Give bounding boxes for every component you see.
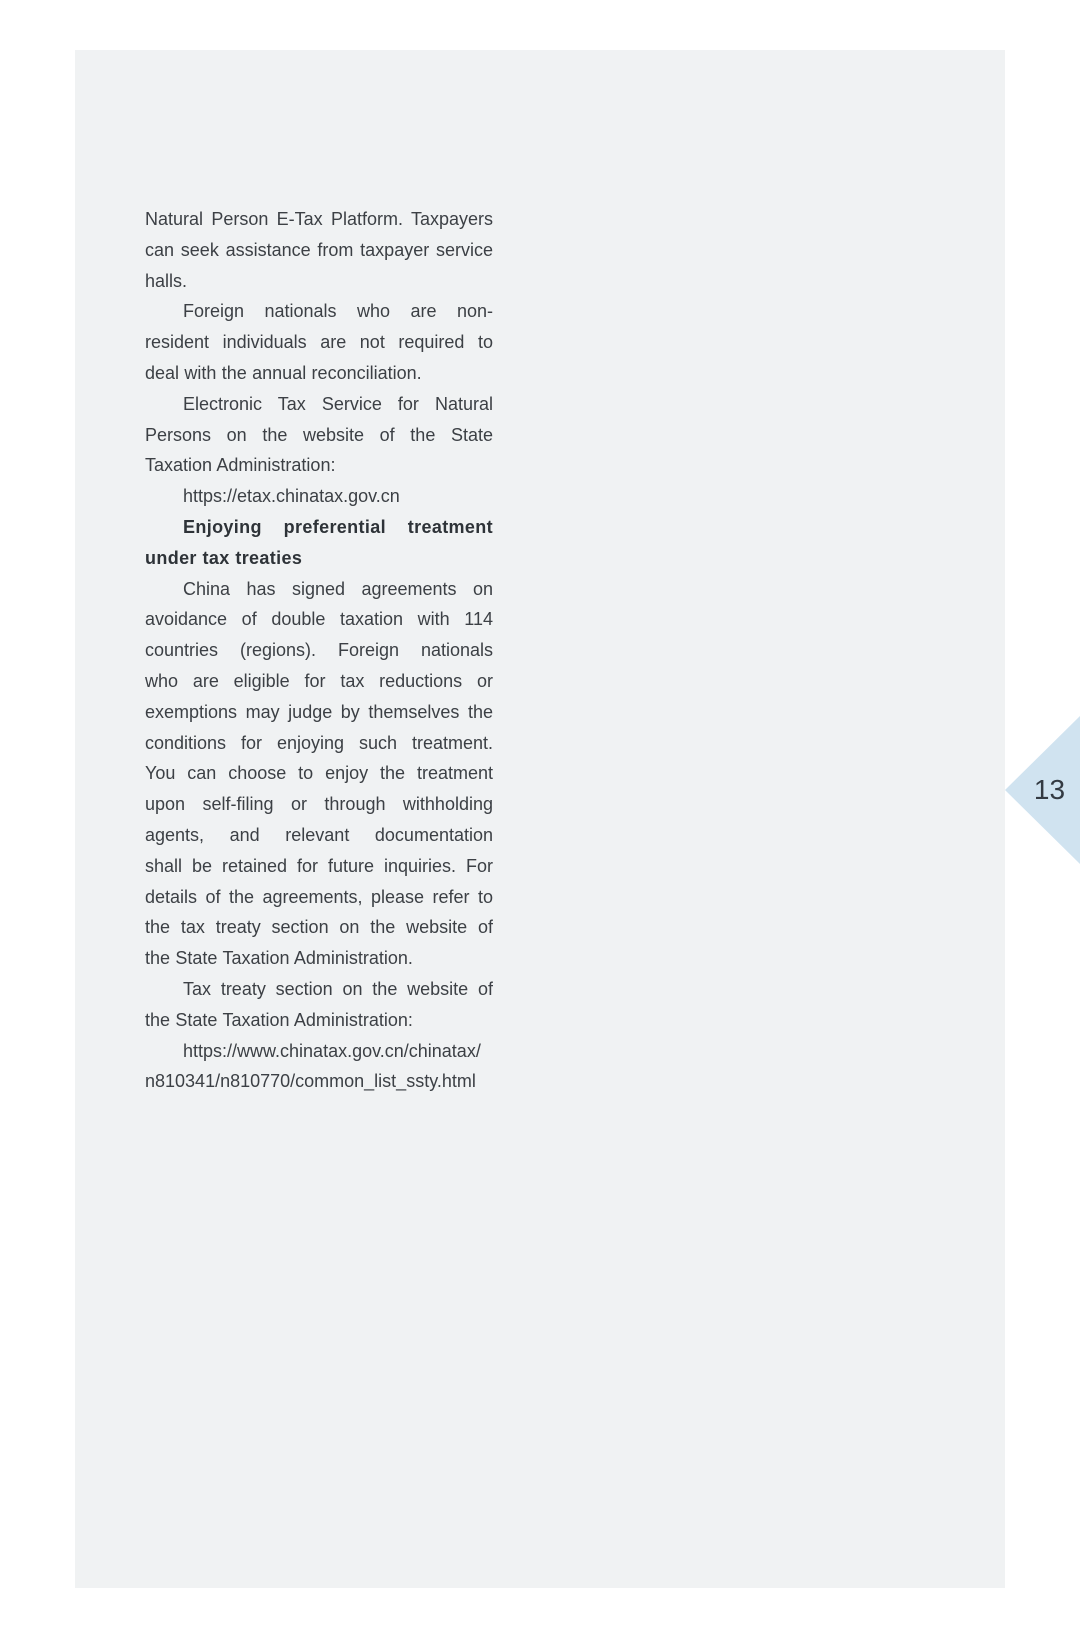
text-line: shall be retained for future inquiries. For bbox=[145, 855, 493, 876]
text-line: Natural Person E-Tax Platform. Taxpayers bbox=[145, 209, 493, 229]
text-line: details of the agreements, please refer to bbox=[145, 886, 493, 907]
text-line: Taxation Administration: bbox=[145, 455, 336, 476]
url-link[interactable]: https://etax.chinatax.gov.cn bbox=[183, 486, 400, 507]
document-page bbox=[75, 50, 1005, 1588]
text-line: resident individuals are not required to bbox=[145, 332, 493, 353]
page-number: 13 bbox=[1033, 774, 1066, 805]
url-link[interactable]: n810341/n810770/common_list_ssty.html bbox=[145, 1071, 476, 1092]
text-line: exemptions may judge by themselves the bbox=[145, 701, 493, 722]
text-line: conditions for enjoying such treatment. bbox=[145, 732, 493, 753]
text-line: who are eligible for tax reductions or bbox=[145, 670, 493, 691]
page-number-tab bbox=[1005, 716, 1080, 864]
text-line: agents, and relevant documentation bbox=[145, 824, 493, 845]
section-heading-line: Enjoying preferential treatment bbox=[183, 516, 493, 537]
text-line: halls. bbox=[145, 270, 188, 291]
text-line: avoidance of double taxation with 114 bbox=[145, 609, 493, 630]
text-line: Electronic Tax Service for Natural bbox=[183, 393, 493, 414]
text-line: China has signed agreements on bbox=[183, 578, 493, 599]
text-line: upon self-filing or through withholding bbox=[145, 794, 493, 815]
text-line: Tax treaty section on the website of bbox=[183, 978, 493, 999]
text-line: Foreign nationals who are non- bbox=[183, 301, 493, 322]
text-line: can seek assistance from taxpayer service bbox=[145, 239, 493, 260]
text-line: countries (regions). Foreign nationals bbox=[145, 640, 493, 661]
text-line: the State Taxation Administration: bbox=[145, 1009, 413, 1030]
body-text-column bbox=[145, 204, 493, 1097]
section-heading-line: under tax treaties bbox=[145, 547, 303, 568]
text-line: the State Taxation Administration. bbox=[145, 948, 413, 969]
url-link[interactable]: https://www.chinatax.gov.cn/chinatax/ bbox=[183, 1040, 481, 1061]
text-line: deal with the annual reconciliation. bbox=[145, 362, 422, 383]
text-line: You can choose to enjoy the treatment bbox=[145, 763, 493, 784]
text-line: Persons on the website of the State bbox=[145, 424, 493, 445]
text-line: the tax treaty section on the website of bbox=[145, 917, 493, 938]
